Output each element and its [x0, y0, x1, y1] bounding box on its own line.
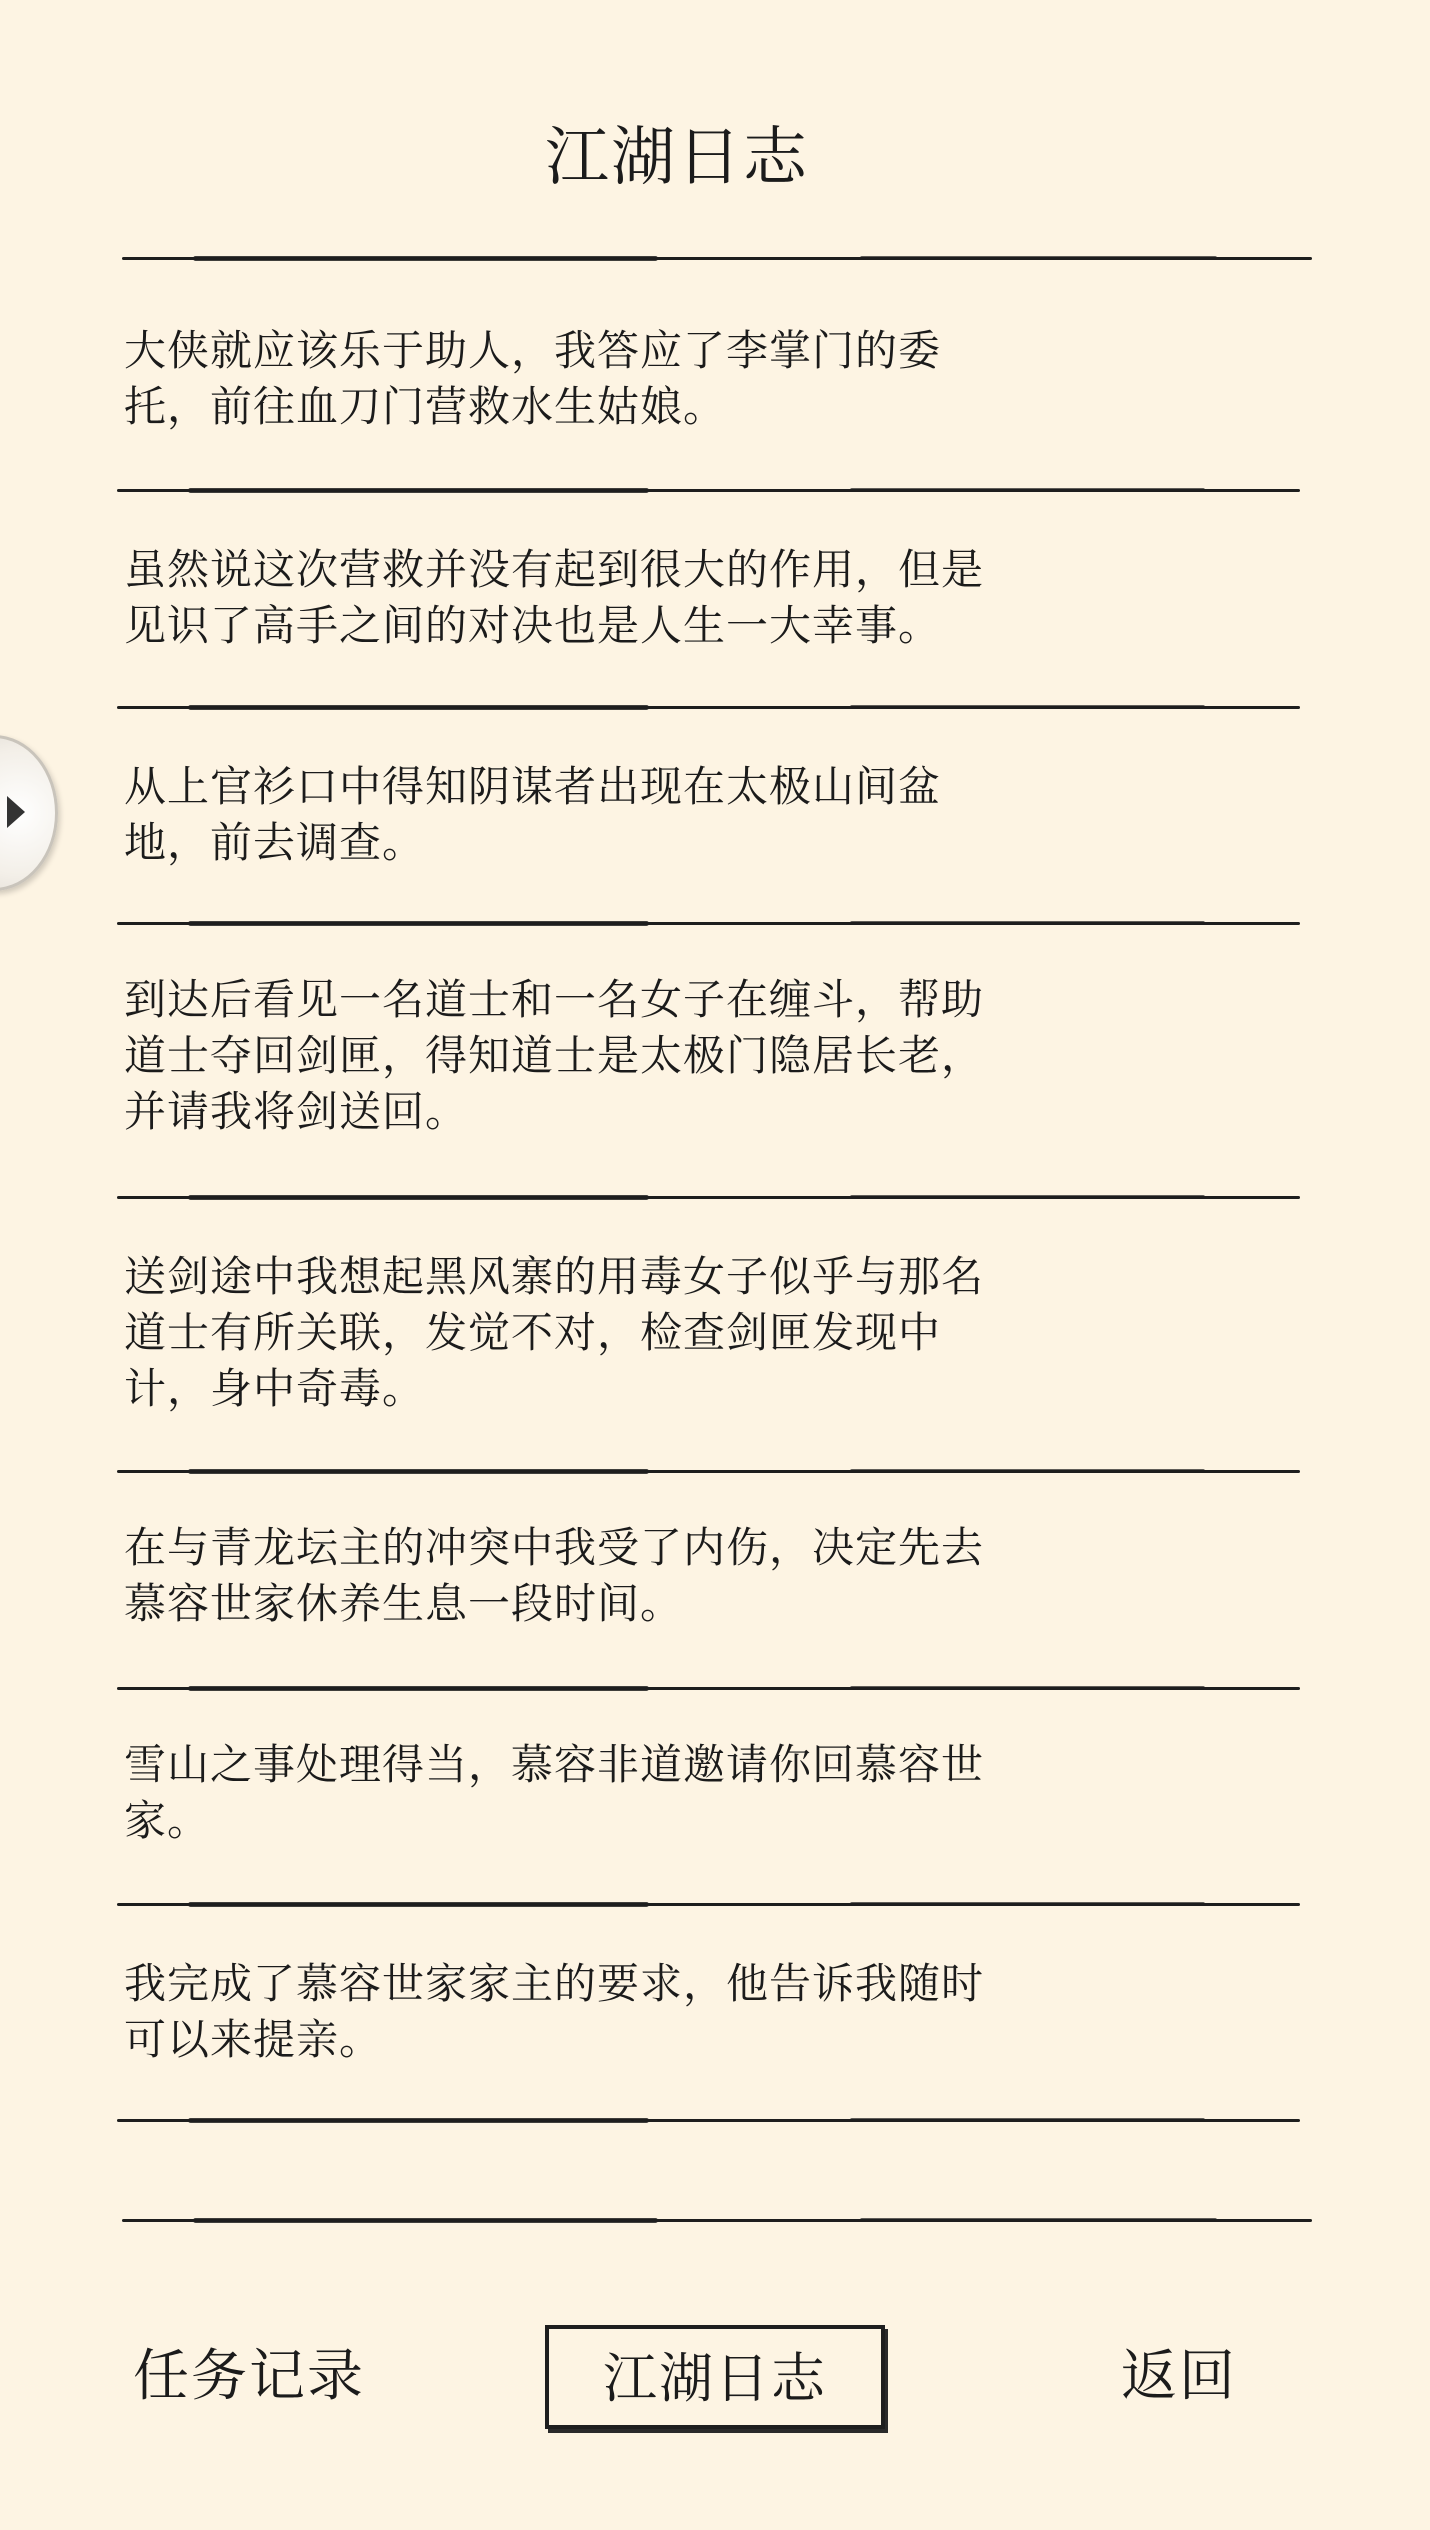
journal-entry-5-line-2: 道士有所关联，发觉不对，检查剑匣发现中 — [124, 1308, 942, 1357]
journal-entry-8 — [124, 1956, 1124, 2068]
tab-jianghu-journal[interactable]: 江湖日志 — [545, 2325, 885, 2429]
divider — [117, 2119, 1300, 2122]
divider — [117, 1196, 1300, 1199]
journal-entry-6 — [124, 1520, 1124, 1632]
tab-quest-log[interactable]: 任务记录 — [133, 2342, 365, 2412]
journal-entry-2 — [124, 542, 1124, 654]
chevron-right-icon — [7, 796, 25, 828]
journal-entry-3-line-2: 地，前去调查。 — [124, 818, 426, 867]
journal-entry-3 — [124, 759, 1124, 871]
journal-entry-7-line-2: 家。 — [124, 1796, 211, 1845]
divider — [122, 2219, 1312, 2222]
journal-entry-4-line-1: 到达后看见一名道士和一名女子在缠斗，帮助 — [124, 975, 985, 1024]
journal-entry-7 — [124, 1737, 1124, 1849]
divider — [117, 922, 1300, 925]
divider — [117, 1903, 1300, 1906]
journal-entry-8-line-1: 我完成了慕容世家家主的要求，他告诉我随时 — [124, 1959, 985, 2008]
journal-entry-3-line-1: 从上官衫口中得知阴谋者出现在太极山间盆 — [124, 762, 942, 811]
divider — [117, 489, 1300, 492]
journal-entry-1-line-2: 托，前往血刀门营救水生姑娘。 — [124, 382, 727, 431]
journal-entry-5-line-3: 计，身中奇毒。 — [124, 1364, 426, 1413]
journal-entry-5-line-1: 送剑途中我想起黑风寨的用毒女子似乎与那名 — [124, 1252, 985, 1301]
journal-entry-2-line-2: 见识了高手之间的对决也是人生一大幸事。 — [124, 601, 942, 650]
journal-entry-4-line-3: 并请我将剑送回。 — [124, 1087, 469, 1136]
journal-entry-1 — [124, 323, 1124, 435]
journal-entry-5 — [124, 1249, 1124, 1417]
journal-entry-4-line-2: 道士夺回剑匣，得知道士是太极门隐居长老， — [124, 1031, 985, 1080]
journal-entry-6-line-2: 慕容世家休养生息一段时间。 — [124, 1579, 684, 1628]
divider — [117, 1470, 1300, 1473]
journal-entry-1-line-1: 大侠就应该乐于助人，我答应了李掌门的委 — [124, 326, 942, 375]
divider — [117, 1687, 1300, 1690]
back-button[interactable]: 返回 — [1121, 2342, 1237, 2412]
journal-entry-4 — [124, 972, 1124, 1140]
divider — [122, 257, 1312, 260]
side-drawer-tab[interactable] — [0, 735, 58, 891]
page-title: 江湖日志 — [545, 121, 809, 195]
journal-entry-8-line-2: 可以来提亲。 — [124, 2015, 383, 2064]
journal-entry-2-line-1: 虽然说这次营救并没有起到很大的作用，但是 — [124, 545, 985, 594]
divider — [117, 706, 1300, 709]
journal-entry-6-line-1: 在与青龙坛主的冲突中我受了内伤，决定先去 — [124, 1523, 985, 1572]
journal-entry-7-line-1: 雪山之事处理得当，慕容非道邀请你回慕容世 — [124, 1740, 985, 1789]
